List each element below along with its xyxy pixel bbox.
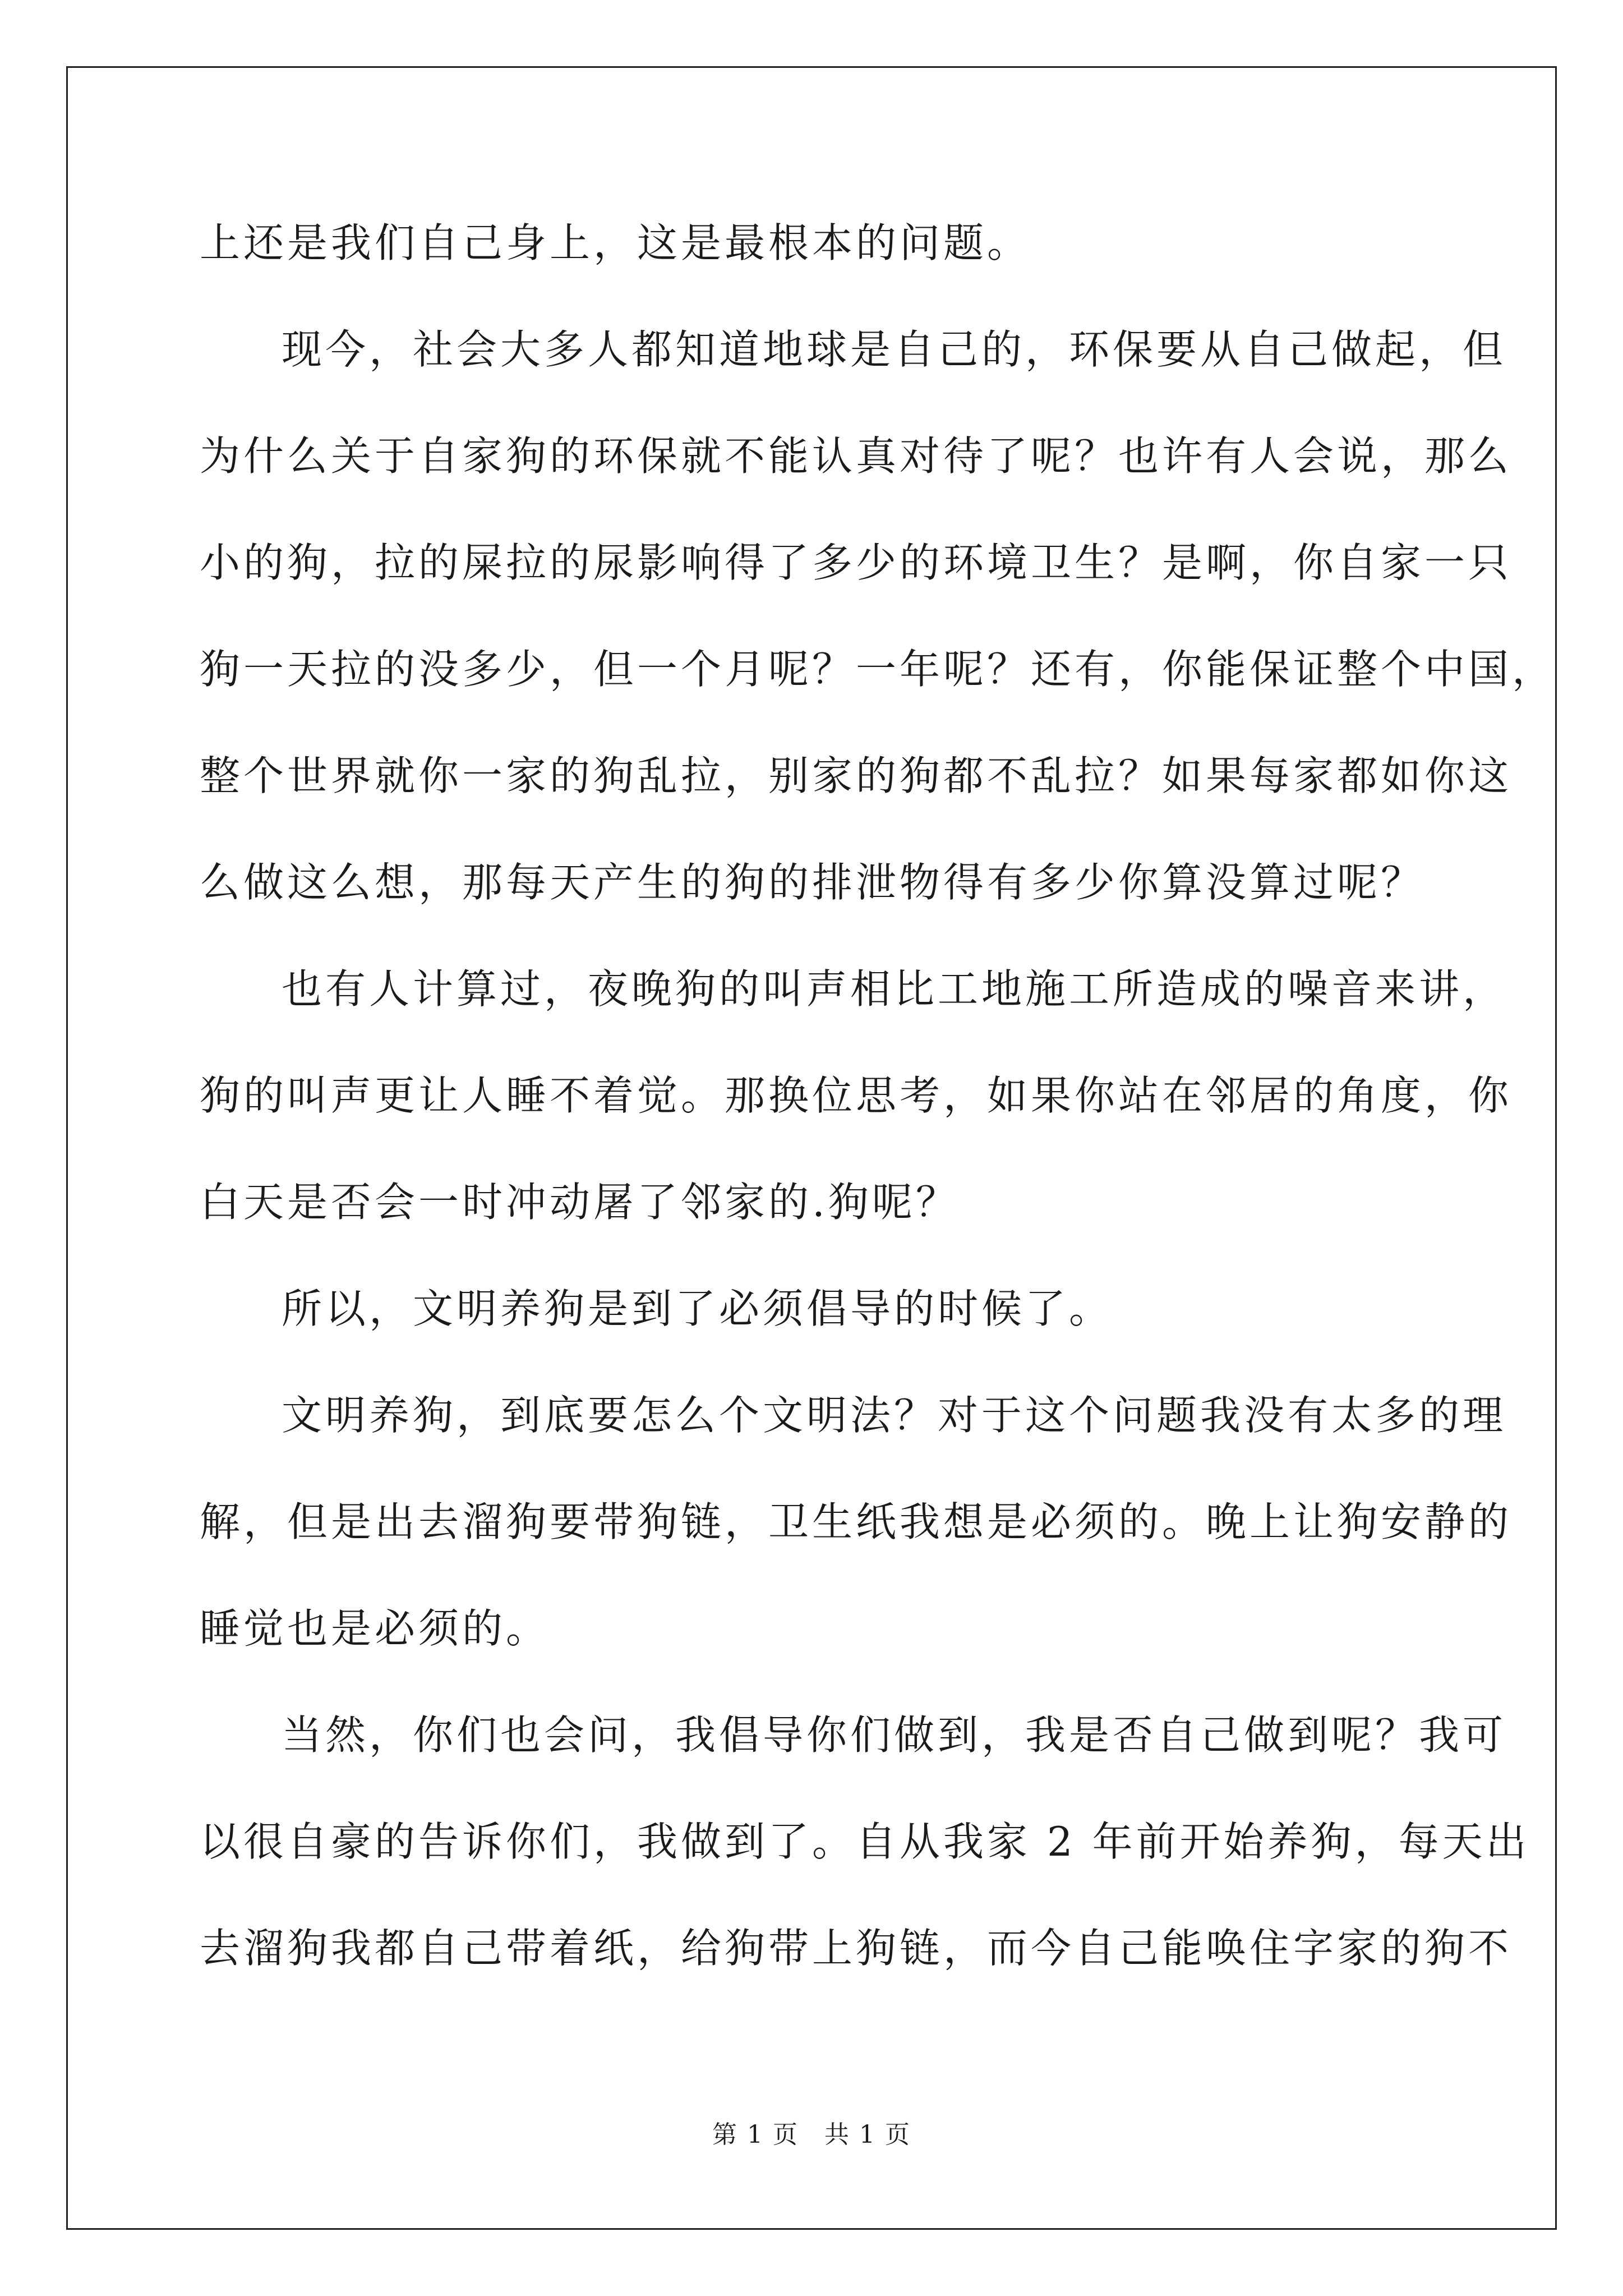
text-line: 白天是否会一时冲动屠了邻家的.狗呢？	[200, 1179, 960, 1226]
page-number-footer: 第 1 页 共 1 页	[712, 2120, 911, 2149]
text-line: 文明养狗，到底要怎么个文明法？对于这个问题我没有太多的理	[282, 1392, 1507, 1439]
text-line: 解，但是出去溜狗要带狗链，卫生纸我想是必须的。晚上让狗安静的	[200, 1498, 1513, 1545]
text-line: 去溜狗我都自己带着纸，给狗带上狗链，而今自己能唤住字家的狗不	[200, 1925, 1513, 1972]
text-line: 以很自豪的告诉你们，我做到了。自从我家 2 年前开始养狗，每天出	[200, 1818, 1530, 1865]
text-line: 上还是我们自己身上，这是最根本的问题。	[200, 219, 1031, 266]
text-line: 狗一天拉的没多少，但一个月呢？一年呢？还有，你能保证整个中国，	[200, 646, 1556, 693]
text-line: 为什么关于自家狗的环保就不能认真对待了呢？也许有人会说，那么	[200, 432, 1513, 480]
text-line: 么做这么想，那每天产生的狗的排泄物得有多少你算没算过呢？	[200, 859, 1425, 906]
document-body	[200, 190, 1556, 2001]
text-line: 小的狗，拉的屎拉的尿影响得了多少的环境卫生？是啊，你自家一只	[200, 539, 1513, 586]
text-line: 睡觉也是必须的。	[200, 1605, 550, 1652]
text-line: 狗的叫声更让人睡不着觉。那换位思考，如果你站在邻居的角度，你	[200, 1072, 1513, 1119]
text-line: 也有人计算过，夜晚狗的叫声相比工地施工所造成的噪音来讲，	[282, 965, 1507, 1013]
text-line: 整个世界就你一家的狗乱拉，别家的狗都不乱拉？如果每家都如你这	[200, 752, 1513, 799]
text-line: 所以，文明养狗是到了必须倡导的时候了。	[282, 1285, 1113, 1332]
text-line: 当然，你们也会问，我倡导你们做到，我是否自己做到呢？我可	[282, 1711, 1507, 1759]
text-line: 现今，社会大多人都知道地球是自己的，环保要从自己做起，但	[282, 326, 1507, 373]
